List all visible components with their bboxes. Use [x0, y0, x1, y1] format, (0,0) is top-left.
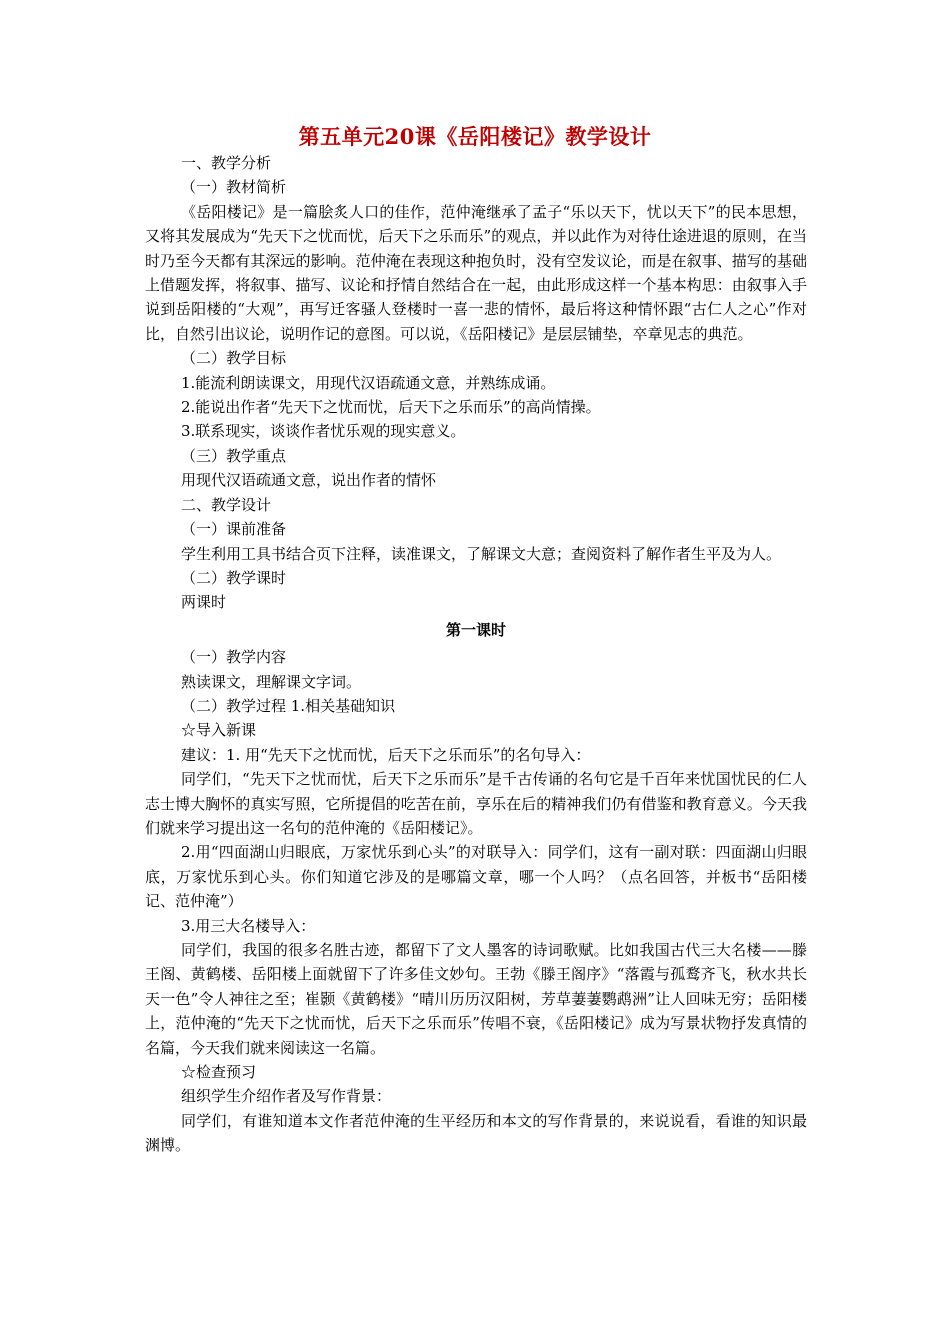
- goal-item-3: 3.联系现实，谈谈作者忧乐观的现实意义。: [181, 422, 466, 441]
- paragraph-textbook-analysis: 《岳阳楼记》是一篇脍炙人口的佳作，范仲淹继承了孟子“乐以天下，忧以天下”的民本思想，又将其发展成为“先天下之忧而忧，后天下之乐而乐”的观点，并以此作为对待仕途进退的原则，在当时乃至今天都有其深远的影响。范仲淹在表现这种抱负时，没有空发议论，而是在叙事、描写的基础上借题发挥，将叙事、描写、议论和抒情自然结合在一起，由此形成这样一个基本构思：由叙事入手说到岳阳楼的“大观”，再写迁客骚人登楼时一喜一悲的情怀，最后将这种情怀跟“古仁人之心”作对比，自然引出议论，说明作记的意图。可以说，《岳阳楼记》是层层铺垫，卒章见志的典范。: [145, 202, 807, 343]
- document-title: 第五单元20课《岳阳楼记》教学设计: [298, 124, 652, 149]
- section-heading-design: 二、教学设计: [181, 495, 272, 514]
- subheading-lesson-content: （一）教学内容: [181, 648, 287, 667]
- paragraph-intro-2: 2.用“四面湖山归眼底，万家忧乐到心头”的对联导入：同学们，这有一副对联：四面湖山归眼底，万家忧乐到心头。你们知道它涉及的是哪篇文章，哪一个人吗？（点名回答，并板书“岳阳楼记、范仲淹”）: [145, 843, 807, 911]
- paragraph-intro-1: 同学们，“先天下之忧而忧，后天下之乐而乐”是千古传诵的名句它是千百年来忧国忧民的仁人志士博大胸怀的真实写照，它所提倡的吃苦在前，享乐在后的精神我们仍有借鉴和教育意义。今天我们就来学习提出这一名句的范仲淹的《岳阳楼记》。: [145, 770, 807, 837]
- subheading-teaching-goals: （二）教学目标: [181, 349, 287, 368]
- paragraph-preparation: 学生利用工具书结合页下注释，读准课文，了解课文大意；查阅资料了解作者生平及为人。: [181, 544, 782, 563]
- paragraph-intro-3: 同学们，我国的很多名胜古迹，都留下了文人墨客的诗词歌赋。比如我国古代三大名楼——滕王阁、黄鹤楼、岳阳楼上面就留下了许多佳文妙句。王勃《滕王阁序》“落霞与孤鹜齐飞，秋水共长天一色”令人神往之至；崔颢《黄鹤楼》“晴川历历汉阳树，芳草萋萋鹦鹉洲”让人回味无穷；岳阳楼上，范仲淹的“先天下之忧而忧，后天下之乐而乐”传唱不衰，《岳阳楼记》成为写景状物抒发真情的名篇，今天我们就来阅读这一名篇。: [145, 941, 807, 1057]
- goal-item-2: 2.能说出作者“先天下之忧而忧，后天下之乐而乐”的高尚情操。: [181, 398, 601, 417]
- paragraph-lesson-content: 熟读课文，理解课文字词。: [181, 672, 362, 691]
- paragraph-organize: 组织学生介绍作者及写作背景：: [181, 1087, 392, 1106]
- suggestion-3: 3.用三大名楼导入：: [181, 916, 316, 935]
- section-heading-analysis: 一、教学分析: [181, 154, 272, 172]
- marker-intro: ☆导入新课: [181, 721, 257, 740]
- subheading-key-points: （三）教学重点: [181, 446, 287, 465]
- paragraph-background: 同学们，有谁知道本文作者范仲淹的生平经历和本文的写作背景的，来说说看，看谁的知识最渊博。: [145, 1111, 807, 1155]
- lesson-heading-first: 第一课时: [445, 620, 506, 639]
- goal-item-1: 1.能流利朗读课文，用现代汉语疏通文意，并熟练成诵。: [181, 373, 556, 392]
- suggestion-1: 建议：1. 用“先天下之忧而忧，后天下之乐而乐”的名句导入：: [181, 745, 591, 764]
- subheading-class-hours: （二）教学课时: [181, 568, 287, 587]
- document-body: [145, 151, 807, 1158]
- subheading-preparation: （一）课前准备: [181, 520, 287, 539]
- subheading-lesson-process: （二）教学过程 1.相关基础知识: [181, 696, 396, 715]
- marker-preview-check: ☆检查预习: [181, 1063, 257, 1082]
- subheading-textbook-analysis: （一）教材简析: [181, 178, 287, 197]
- paragraph-class-hours: 两课时: [181, 593, 227, 612]
- paragraph-key-points: 用现代汉语疏通文意，说出作者的情怀: [181, 471, 437, 490]
